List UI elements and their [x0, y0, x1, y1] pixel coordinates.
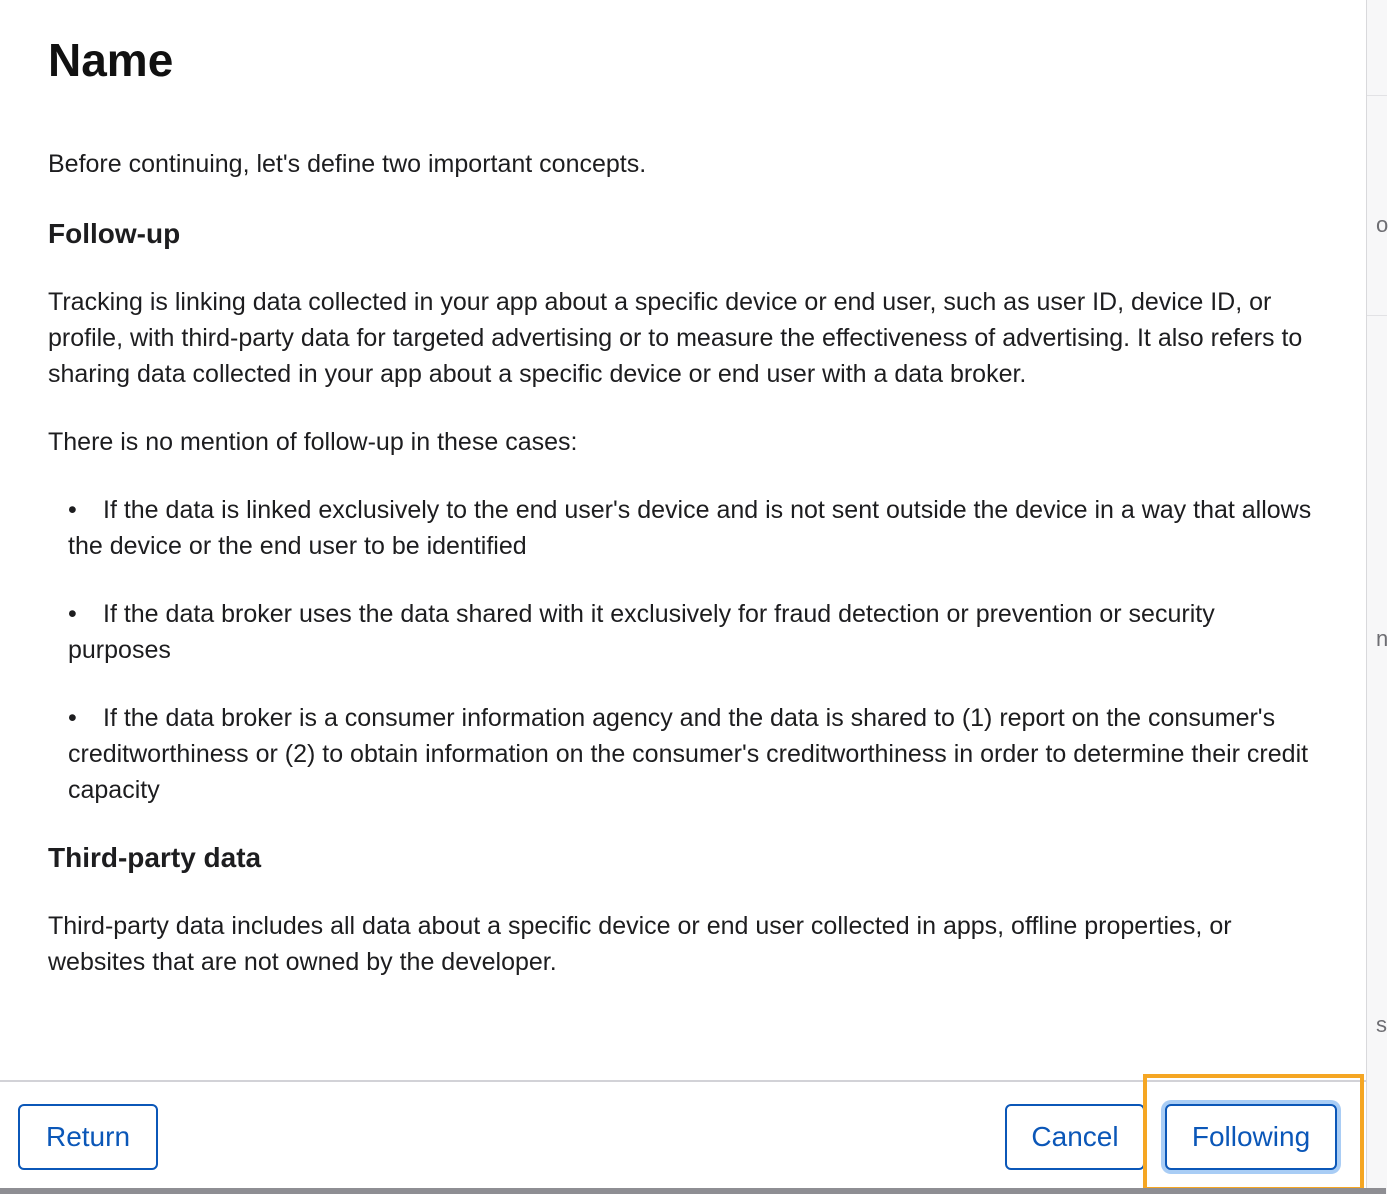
list-item	[68, 700, 1318, 808]
list-item	[68, 596, 1318, 668]
modal-footer	[0, 1080, 1366, 1190]
no-mention-text: There is no mention of follow-up in these cases:	[48, 428, 578, 456]
follow-up-paragraph: Tracking is linking data collected in your app about a specific device or end user, such as user ID, device ID, or profile, with third-party data for targeted advertising or to measure the effectiveness of advertising. It also refers to sharing data collected in your app about a specific device or end user with a data broker.	[48, 288, 1303, 388]
background-divider	[1367, 315, 1387, 316]
background-text-fragment: n	[1376, 626, 1388, 651]
background-divider	[1367, 95, 1387, 96]
bullet-icon: •	[68, 704, 77, 732]
cancel-button[interactable]: Cancel	[1005, 1104, 1145, 1170]
list-item-text: If the data is linked exclusively to the end user's device and is not sent outside the device in a way that allows the device or the end user to be identified	[68, 496, 1312, 560]
bullet-icon: •	[68, 600, 77, 628]
list-item	[68, 492, 1318, 564]
follow-up-heading: Follow-up	[48, 218, 181, 249]
list-item-text: If the data broker is a consumer information agency and the data is shared to (1) report on the consumer's creditworthiness or (2) to obtain information on the consumer's creditworthiness in order to determine their credit capacity	[68, 704, 1309, 804]
third-party-heading: Third-party data	[48, 842, 262, 873]
modal-content	[48, 28, 1318, 980]
bullet-icon: •	[68, 496, 77, 524]
following-button[interactable]: Following	[1165, 1104, 1337, 1170]
exception-list	[48, 492, 1318, 808]
list-item-text: If the data broker uses the data shared with it exclusively for fraud detection or prevention or security purposes	[68, 600, 1215, 664]
background-page	[1366, 0, 1387, 1194]
third-party-paragraph: Third-party data includes all data about a specific device or end user collected in apps, offline properties, or websites that are not owned by the developer.	[48, 912, 1232, 976]
modal-title: Name	[48, 34, 174, 86]
intro-text: Before continuing, let's define two important concepts.	[48, 150, 647, 178]
window-bottom-edge	[0, 1188, 1386, 1194]
return-button[interactable]: Return	[18, 1104, 158, 1170]
background-text-fragment: s	[1376, 1012, 1387, 1037]
background-text-fragment: o	[1376, 212, 1388, 237]
